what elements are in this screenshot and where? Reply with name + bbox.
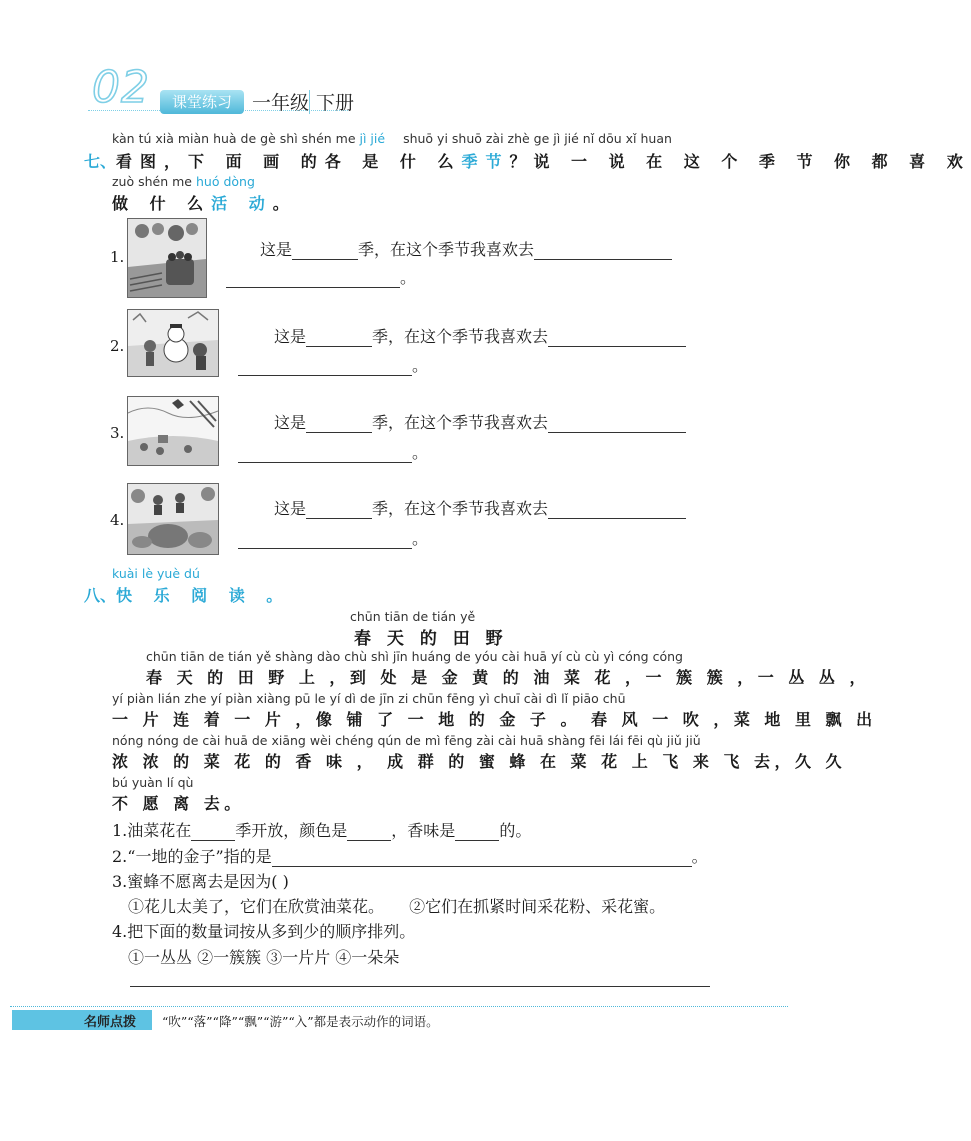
tip-text: “吹”“落”“降”“飘”“游”“入”都是表示动作的词语。 — [162, 1014, 439, 1029]
story-title-pinyin: chūn tiān de tián yě — [350, 609, 476, 624]
grade-label: 一年级 — [252, 92, 310, 114]
item-3-activity-blank-2[interactable] — [238, 446, 412, 463]
q1-color-blank[interactable] — [347, 824, 391, 841]
reading-q3: 3.蜜蜂不愿离去是因为( ) — [112, 872, 289, 891]
reading-q2: 2.“一地的金子”指的是 。 — [112, 847, 708, 866]
q2-answer-blank[interactable] — [272, 850, 692, 867]
section-badge: 课堂练习 — [160, 90, 244, 114]
para-pinyin-3: nóng nóng de cài huā de xiāng wèi chéng qún de mì fēng zài cài huā shàng fēi lái fēi qù jiǔ jiǔ — [112, 733, 701, 748]
header-separator — [309, 90, 310, 114]
q7-heading-line2: 做 什 么活 动。 — [112, 194, 297, 213]
item-2-number: 2. — [110, 337, 125, 355]
tip-badge-label: 名师点拨 — [84, 1015, 137, 1030]
reading-q4: 4.把下面的数量词按从多到少的顺序排列。 — [112, 922, 416, 941]
q3-option-1[interactable]: ①花儿太美了，它们在欣赏油菜花。 — [128, 897, 385, 916]
item-1-number: 1. — [110, 248, 125, 266]
page-number: 02 — [92, 62, 150, 113]
para-line-1: 春 天 的 田 野 上 ，到 处 是 金 黄 的 油 菜 花 ，一 簇 簇 ，一 丛 丛 ， — [146, 668, 870, 687]
tip-badge — [12, 1010, 152, 1030]
reading-q1: 1.油菜花在 季开放，颜色是 ，香味是 的。 — [112, 821, 532, 840]
winter-snowman-icon — [127, 309, 219, 377]
item-4-activity-blank[interactable] — [548, 502, 686, 519]
q4-answer-line[interactable] — [130, 986, 710, 987]
item-2-activity-blank-2[interactable] — [238, 359, 412, 376]
item-3-line2: 。 — [238, 440, 428, 463]
spring-kite-icon — [127, 396, 219, 466]
item-3-activity-blank[interactable] — [548, 416, 686, 433]
reading-q4-options: ①一丛丛 ②一簇簇 ③一片片 ④一朵朵 — [128, 948, 400, 967]
para-line-4: 不 愿 离 去。 — [112, 794, 245, 813]
item-4-line1: 这是 季，在这个季节我喜欢去 — [274, 496, 686, 519]
item-2-activity-blank[interactable] — [548, 330, 686, 347]
q8-pinyin: kuài lè yuè dú — [112, 566, 200, 581]
item-1-activity-blank[interactable] — [534, 243, 672, 260]
q1-season-blank[interactable] — [191, 824, 235, 841]
summer-lotus-icon — [127, 483, 219, 555]
story-title: 春 天 的 田 野 — [354, 629, 508, 649]
para-line-2: 一 片 连 着 一 片 ，像 铺 了 一 地 的 金 子 。 春 风 一 吹 ，菜 地 里 飘 出 — [112, 710, 877, 729]
q7-pinyin-line1: kàn tú xià miàn huà de gè shì shén me jì jié shuō yi shuō zài zhè ge jì jié nǐ dōu xǐ huan — [112, 131, 672, 146]
item-2-line2: 。 — [238, 353, 428, 376]
para-pinyin-2: yí piàn lián zhe yí piàn xiàng pū le yí dì de jīn zi chūn fēng yì chuī cài dì lǐ piāo chū — [112, 691, 626, 706]
item-3-season-blank[interactable] — [306, 416, 372, 433]
item-1-season-blank[interactable] — [292, 243, 358, 260]
item-1-line2: 。 — [226, 265, 416, 288]
item-4-line2: 。 — [238, 526, 428, 549]
reading-q3-options — [128, 894, 665, 917]
q3-option-2[interactable]: ②它们在抓紧时间采花粉、采花蜜。 — [409, 897, 666, 916]
para-pinyin-4: bú yuàn lí qù — [112, 775, 194, 790]
item-4-activity-blank-2[interactable] — [238, 532, 412, 549]
q8-heading: 八、快 乐 阅 读 。 — [84, 586, 291, 605]
para-line-3: 浓 浓 的 菜 花 的 香 味 ， 成 群 的 蜜 蜂 在 菜 花 上 飞 来 飞 去，久 久 — [112, 752, 847, 771]
footer-divider — [10, 1006, 788, 1007]
item-3-line1: 这是 季，在这个季节我喜欢去 — [274, 410, 686, 433]
item-3-number: 3. — [110, 424, 125, 442]
autumn-harvest-icon — [127, 218, 207, 298]
para-pinyin-1: chūn tiān de tián yě shàng dào chù shì jīn huáng de yóu cài huā yí cù cù yì cóng cóng — [146, 649, 683, 664]
item-1-activity-blank-2[interactable] — [226, 271, 400, 288]
book-label: 下册 — [316, 92, 355, 114]
q1-scent-blank[interactable] — [455, 824, 499, 841]
item-2-season-blank[interactable] — [306, 330, 372, 347]
q7-heading-line1: 七、看图，下 面 画 的各 是 什 么季节？说 一 说 在 这 个 季 节 你 都 喜 欢 — [84, 152, 971, 171]
item-4-season-blank[interactable] — [306, 502, 372, 519]
item-1-line1: 这是 季，在这个季节我喜欢去 — [260, 237, 672, 260]
item-4-number: 4. — [110, 511, 125, 529]
item-2-line1: 这是 季，在这个季节我喜欢去 — [274, 324, 686, 347]
q7-pinyin-line2: zuò shén me huó dòng — [112, 174, 255, 189]
